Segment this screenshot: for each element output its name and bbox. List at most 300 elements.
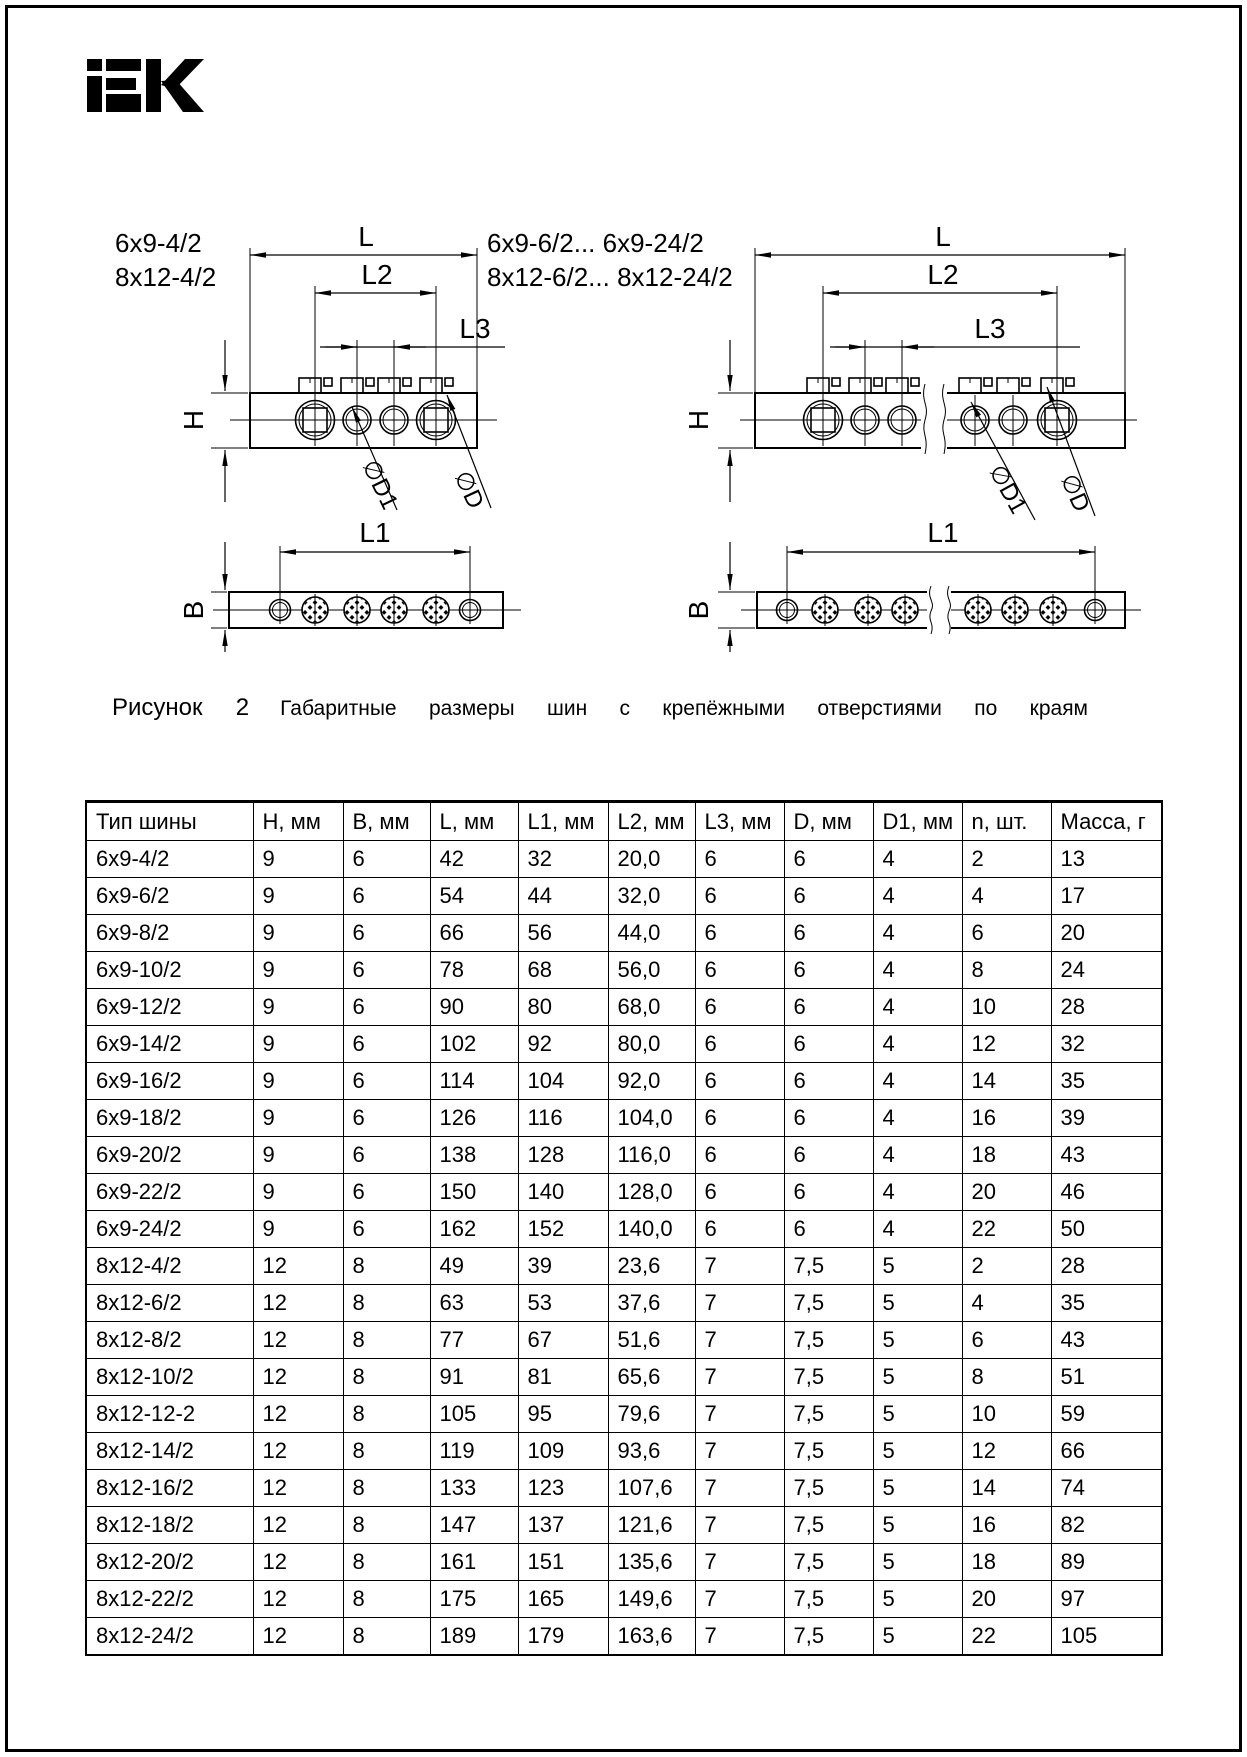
value-cell: 6 [962,1322,1051,1359]
mounting-hole [1085,596,1106,624]
value-cell: 189 [430,1618,518,1656]
value-cell: 5 [873,1618,962,1656]
table-row [86,1137,1162,1174]
type-cell: 8x12-16/2 [86,1470,253,1507]
dim-label-h: H [178,409,209,431]
value-cell: 4 [873,1137,962,1174]
table-header [86,802,1162,841]
type-cell: 6x9-4/2 [86,841,253,878]
value-cell: 6 [343,1174,430,1211]
value-cell: 35 [1051,1285,1162,1322]
figure-caption-text: Габаритные размеры шин с крепёжными отверстиями по краям [280,697,1088,720]
value-cell: 92,0 [608,1063,695,1100]
table-row [86,952,1162,989]
value-cell: 5 [873,1285,962,1322]
value-cell: 12 [253,1285,343,1322]
type-cell: 6x9-10/2 [86,952,253,989]
table-row [86,1174,1162,1211]
value-cell: 123 [518,1470,608,1507]
value-cell: 4 [873,915,962,952]
value-cell: 6 [784,1211,873,1248]
value-cell: 9 [253,915,343,952]
value-cell: 6 [695,915,784,952]
value-cell: 6 [784,1174,873,1211]
type-cell: 6x9-6/2 [86,878,253,915]
value-cell: 43 [1051,1137,1162,1174]
type-cell: 6x9-12/2 [86,989,253,1026]
value-cell: 4 [873,1026,962,1063]
value-cell: 6 [695,878,784,915]
value-cell: 4 [873,952,962,989]
value-cell: 6 [695,1100,784,1137]
value-cell: 12 [253,1433,343,1470]
value-cell: 12 [253,1359,343,1396]
value-cell: 9 [253,1137,343,1174]
value-cell: 7,5 [784,1396,873,1433]
dimension-drawings [85,190,1165,655]
value-cell: 7 [695,1322,784,1359]
type-cell: 8x12-18/2 [86,1507,253,1544]
value-cell: 12 [253,1322,343,1359]
table-row [86,1618,1162,1656]
value-cell: 105 [430,1396,518,1433]
value-cell: 4 [873,1100,962,1137]
value-cell: 175 [430,1581,518,1618]
value-cell: 128 [518,1137,608,1174]
type-cell: 6x9-14/2 [86,1026,253,1063]
table-row [86,1359,1162,1396]
value-cell: 9 [253,989,343,1026]
dim-label-d1: ∅D1 [356,455,404,514]
value-cell: 6 [695,1026,784,1063]
value-cell: 4 [873,1174,962,1211]
value-cell: 151 [518,1544,608,1581]
table-header-row [86,802,1162,841]
header-cell: Масса, г [1051,802,1162,841]
left-drawing-title-2: 8x12-4/2 [115,262,217,292]
value-cell: 35 [1051,1063,1162,1100]
value-cell: 8 [343,1618,430,1656]
value-cell: 6 [962,915,1051,952]
value-cell: 90 [430,989,518,1026]
type-cell: 8x12-24/2 [86,1618,253,1656]
value-cell: 2 [962,1248,1051,1285]
value-cell: 179 [518,1618,608,1656]
value-cell: 104 [518,1063,608,1100]
wire-hole-knurled [381,594,407,626]
dim-label-h: H [683,409,714,431]
value-cell: 51,6 [608,1322,695,1359]
table-row [86,1100,1162,1137]
value-cell: 22 [962,1618,1051,1656]
value-cell: 12 [253,1507,343,1544]
value-cell: 74 [1051,1470,1162,1507]
value-cell: 5 [873,1248,962,1285]
value-cell: 140,0 [608,1211,695,1248]
left-drawing-dimensions [178,221,505,514]
screw-clamp [997,378,1030,393]
dim-label-l2: L2 [927,259,959,290]
value-cell: 56 [518,915,608,952]
value-cell: 20 [962,1581,1051,1618]
table-row [86,1433,1162,1470]
value-cell: 8 [343,1396,430,1433]
table-row [86,1544,1162,1581]
value-cell: 7,5 [784,1618,873,1656]
value-cell: 63 [430,1285,518,1322]
left-drawing-title-1: 6x9-4/2 [115,228,202,258]
value-cell: 5 [873,1544,962,1581]
value-cell: 68 [518,952,608,989]
value-cell: 44,0 [608,915,695,952]
value-cell: 7,5 [784,1359,873,1396]
value-cell: 6 [695,1211,784,1248]
value-cell: 9 [253,1174,343,1211]
value-cell: 105 [1051,1618,1162,1656]
value-cell: 128,0 [608,1174,695,1211]
table-row [86,1470,1162,1507]
value-cell: 5 [873,1581,962,1618]
value-cell: 6 [343,1137,430,1174]
value-cell: 65,6 [608,1359,695,1396]
dimensions-table [85,800,1163,1656]
value-cell: 7,5 [784,1581,873,1618]
header-cell: H, мм [253,802,343,841]
value-cell: 6 [695,989,784,1026]
spec-table-body [86,841,1162,1656]
value-cell: 116,0 [608,1137,695,1174]
value-cell: 133 [430,1470,518,1507]
value-cell: 7 [695,1581,784,1618]
value-cell: 32 [518,841,608,878]
value-cell: 12 [253,1618,343,1656]
header-cell: L2, мм [608,802,695,841]
value-cell: 4 [873,878,962,915]
table-row [86,841,1162,878]
value-cell: 9 [253,1063,343,1100]
wire-hole-knurled [892,594,918,626]
value-cell: 56,0 [608,952,695,989]
value-cell: 4 [873,1211,962,1248]
value-cell: 150 [430,1174,518,1211]
type-cell: 6x9-16/2 [86,1063,253,1100]
value-cell: 135,6 [608,1544,695,1581]
value-cell: 7 [695,1433,784,1470]
value-cell: 23,6 [608,1248,695,1285]
value-cell: 114 [430,1063,518,1100]
value-cell: 6 [343,1063,430,1100]
dim-label-l2: L2 [361,259,393,290]
table-row [86,1396,1162,1433]
iek-logo [86,58,204,113]
value-cell: 39 [1051,1100,1162,1137]
header-cell: n, шт. [962,802,1051,841]
value-cell: 6 [343,878,430,915]
value-cell: 9 [253,1100,343,1137]
left-drawing-side-view [178,517,521,652]
dim-label-l1: L1 [359,517,391,548]
value-cell: 140 [518,1174,608,1211]
value-cell: 7 [695,1285,784,1322]
value-cell: 42 [430,841,518,878]
value-cell: 6 [343,1026,430,1063]
right-drawing [487,221,1141,652]
value-cell: 119 [430,1433,518,1470]
value-cell: 5 [873,1359,962,1396]
value-cell: 161 [430,1544,518,1581]
value-cell: 5 [873,1507,962,1544]
break-mask [927,590,951,630]
dim-label-d1: ∅D1 [983,460,1032,519]
value-cell: 4 [962,1285,1051,1322]
value-cell: 5 [873,1433,962,1470]
value-cell: 12 [253,1470,343,1507]
value-cell: 39 [518,1248,608,1285]
right-drawing-dimensions [683,221,1125,520]
value-cell: 13 [1051,841,1162,878]
value-cell: 116 [518,1100,608,1137]
value-cell: 18 [962,1544,1051,1581]
dim-label-l3: L3 [459,313,491,344]
value-cell: 8 [343,1359,430,1396]
value-cell: 6 [695,1063,784,1100]
type-cell: 8x12-20/2 [86,1544,253,1581]
value-cell: 51 [1051,1359,1162,1396]
table-row [86,1581,1162,1618]
value-cell: 8 [962,1359,1051,1396]
table-row [86,915,1162,952]
dim-label-b: B [683,600,714,620]
left-drawing [115,221,521,652]
value-cell: 107,6 [608,1470,695,1507]
value-cell: 8 [343,1470,430,1507]
value-cell: 92 [518,1026,608,1063]
value-cell: 109 [518,1433,608,1470]
value-cell: 7 [695,1359,784,1396]
value-cell: 7 [695,1248,784,1285]
value-cell: 78 [430,952,518,989]
value-cell: 8 [343,1248,430,1285]
value-cell: 16 [962,1100,1051,1137]
value-cell: 32,0 [608,878,695,915]
wire-hole-knurled [1002,594,1028,626]
value-cell: 6 [695,1137,784,1174]
table-row [86,1248,1162,1285]
wire-hole-knurled [302,594,328,626]
value-cell: 152 [518,1211,608,1248]
wire-hole-knurled [344,594,370,626]
value-cell: 20 [962,1174,1051,1211]
value-cell: 44 [518,878,608,915]
value-cell: 7,5 [784,1322,873,1359]
table-row [86,1507,1162,1544]
type-cell: 6x9-20/2 [86,1137,253,1174]
value-cell: 89 [1051,1544,1162,1581]
value-cell: 46 [1051,1174,1162,1211]
value-cell: 80 [518,989,608,1026]
value-cell: 14 [962,1063,1051,1100]
value-cell: 9 [253,841,343,878]
value-cell: 6 [784,915,873,952]
value-cell: 9 [253,1211,343,1248]
value-cell: 4 [962,878,1051,915]
mounting-hole [777,596,798,624]
type-cell: 8x12-12-2 [86,1396,253,1433]
header-cell: L3, мм [695,802,784,841]
table-row [86,1322,1162,1359]
value-cell: 14 [962,1470,1051,1507]
value-cell: 9 [253,1026,343,1063]
value-cell: 138 [430,1137,518,1174]
value-cell: 5 [873,1396,962,1433]
value-cell: 6 [784,989,873,1026]
value-cell: 6 [695,841,784,878]
value-cell: 5 [873,1322,962,1359]
value-cell: 54 [430,878,518,915]
value-cell: 8 [343,1322,430,1359]
value-cell: 6 [343,915,430,952]
value-cell: 80,0 [608,1026,695,1063]
value-cell: 20 [1051,915,1162,952]
value-cell: 12 [962,1433,1051,1470]
type-cell: 6x9-22/2 [86,1174,253,1211]
value-cell: 7 [695,1507,784,1544]
value-cell: 126 [430,1100,518,1137]
value-cell: 81 [518,1359,608,1396]
wire-hole-knurled [812,594,838,626]
value-cell: 6 [695,952,784,989]
value-cell: 53 [518,1285,608,1322]
header-cell: B, мм [343,802,430,841]
value-cell: 104,0 [608,1100,695,1137]
value-cell: 8 [343,1581,430,1618]
wire-hole-knurled [855,594,881,626]
value-cell: 8 [343,1285,430,1322]
right-drawing-front-view [740,286,1137,454]
value-cell: 8 [343,1433,430,1470]
table-row [86,1211,1162,1248]
value-cell: 22 [962,1211,1051,1248]
type-cell: 8x12-10/2 [86,1359,253,1396]
value-cell: 8 [343,1507,430,1544]
value-cell: 12 [962,1026,1051,1063]
type-cell: 8x12-4/2 [86,1248,253,1285]
wire-hole-knurled [423,594,449,626]
value-cell: 59 [1051,1396,1162,1433]
value-cell: 7,5 [784,1248,873,1285]
value-cell: 6 [784,1137,873,1174]
header-cell: D1, мм [873,802,962,841]
value-cell: 147 [430,1507,518,1544]
value-cell: 77 [430,1322,518,1359]
value-cell: 18 [962,1137,1051,1174]
value-cell: 91 [430,1359,518,1396]
value-cell: 6 [343,841,430,878]
header-cell: L, мм [430,802,518,841]
type-cell: 8x12-6/2 [86,1285,253,1322]
left-drawing-front-view [230,286,497,448]
value-cell: 162 [430,1211,518,1248]
value-cell: 7 [695,1470,784,1507]
value-cell: 149,6 [608,1581,695,1618]
value-cell: 49 [430,1248,518,1285]
value-cell: 5 [873,1470,962,1507]
value-cell: 6 [784,1026,873,1063]
header-cell: L1, мм [518,802,608,841]
table-row [86,1063,1162,1100]
value-cell: 93,6 [608,1433,695,1470]
value-cell: 32 [1051,1026,1162,1063]
value-cell: 7 [695,1618,784,1656]
value-cell: 6 [343,1211,430,1248]
dim-label-l3: L3 [974,313,1006,344]
dim-label-b: B [178,600,209,620]
value-cell: 10 [962,989,1051,1026]
value-cell: 68,0 [608,989,695,1026]
value-cell: 28 [1051,989,1162,1026]
right-drawing-side-view [683,517,1141,652]
value-cell: 6 [784,1063,873,1100]
table-row [86,1285,1162,1322]
value-cell: 82 [1051,1507,1162,1544]
type-cell: 8x12-14/2 [86,1433,253,1470]
right-drawing-title-1: 6x9-6/2... 6x9-24/2 [487,228,704,258]
value-cell: 8 [962,952,1051,989]
value-cell: 66 [430,915,518,952]
wire-hole-knurled [965,594,991,626]
table-row [86,1026,1162,1063]
value-cell: 67 [518,1322,608,1359]
iek-logo-letters [87,59,204,112]
value-cell: 137 [518,1507,608,1544]
dim-label-d: ∅D [1054,469,1095,516]
screw-clamp [959,378,992,393]
type-cell: 6x9-8/2 [86,915,253,952]
table-row [86,878,1162,915]
value-cell: 6 [343,1100,430,1137]
value-cell: 165 [518,1581,608,1618]
value-cell: 102 [430,1026,518,1063]
header-cell: D, мм [784,802,873,841]
value-cell: 2 [962,841,1051,878]
value-cell: 163,6 [608,1618,695,1656]
mounting-hole [460,596,481,624]
dim-label-l: L [935,221,951,252]
wire-hole-knurled [1040,594,1066,626]
dim-label-d: ∅D [448,466,490,513]
value-cell: 28 [1051,1248,1162,1285]
value-cell: 6 [784,878,873,915]
value-cell: 12 [253,1248,343,1285]
value-cell: 7,5 [784,1507,873,1544]
value-cell: 8 [343,1544,430,1581]
value-cell: 6 [343,989,430,1026]
type-cell: 8x12-22/2 [86,1581,253,1618]
figure-caption-label: Рисунок 2 [112,694,250,721]
value-cell: 9 [253,952,343,989]
value-cell: 66 [1051,1433,1162,1470]
value-cell: 50 [1051,1211,1162,1248]
value-cell: 7,5 [784,1544,873,1581]
value-cell: 79,6 [608,1396,695,1433]
value-cell: 24 [1051,952,1162,989]
type-cell: 8x12-8/2 [86,1322,253,1359]
value-cell: 12 [253,1396,343,1433]
right-drawing-title-2: 8x12-6/2... 8x12-24/2 [487,262,733,292]
value-cell: 17 [1051,878,1162,915]
type-cell: 6x9-18/2 [86,1100,253,1137]
dim-label-l: L [358,221,374,252]
